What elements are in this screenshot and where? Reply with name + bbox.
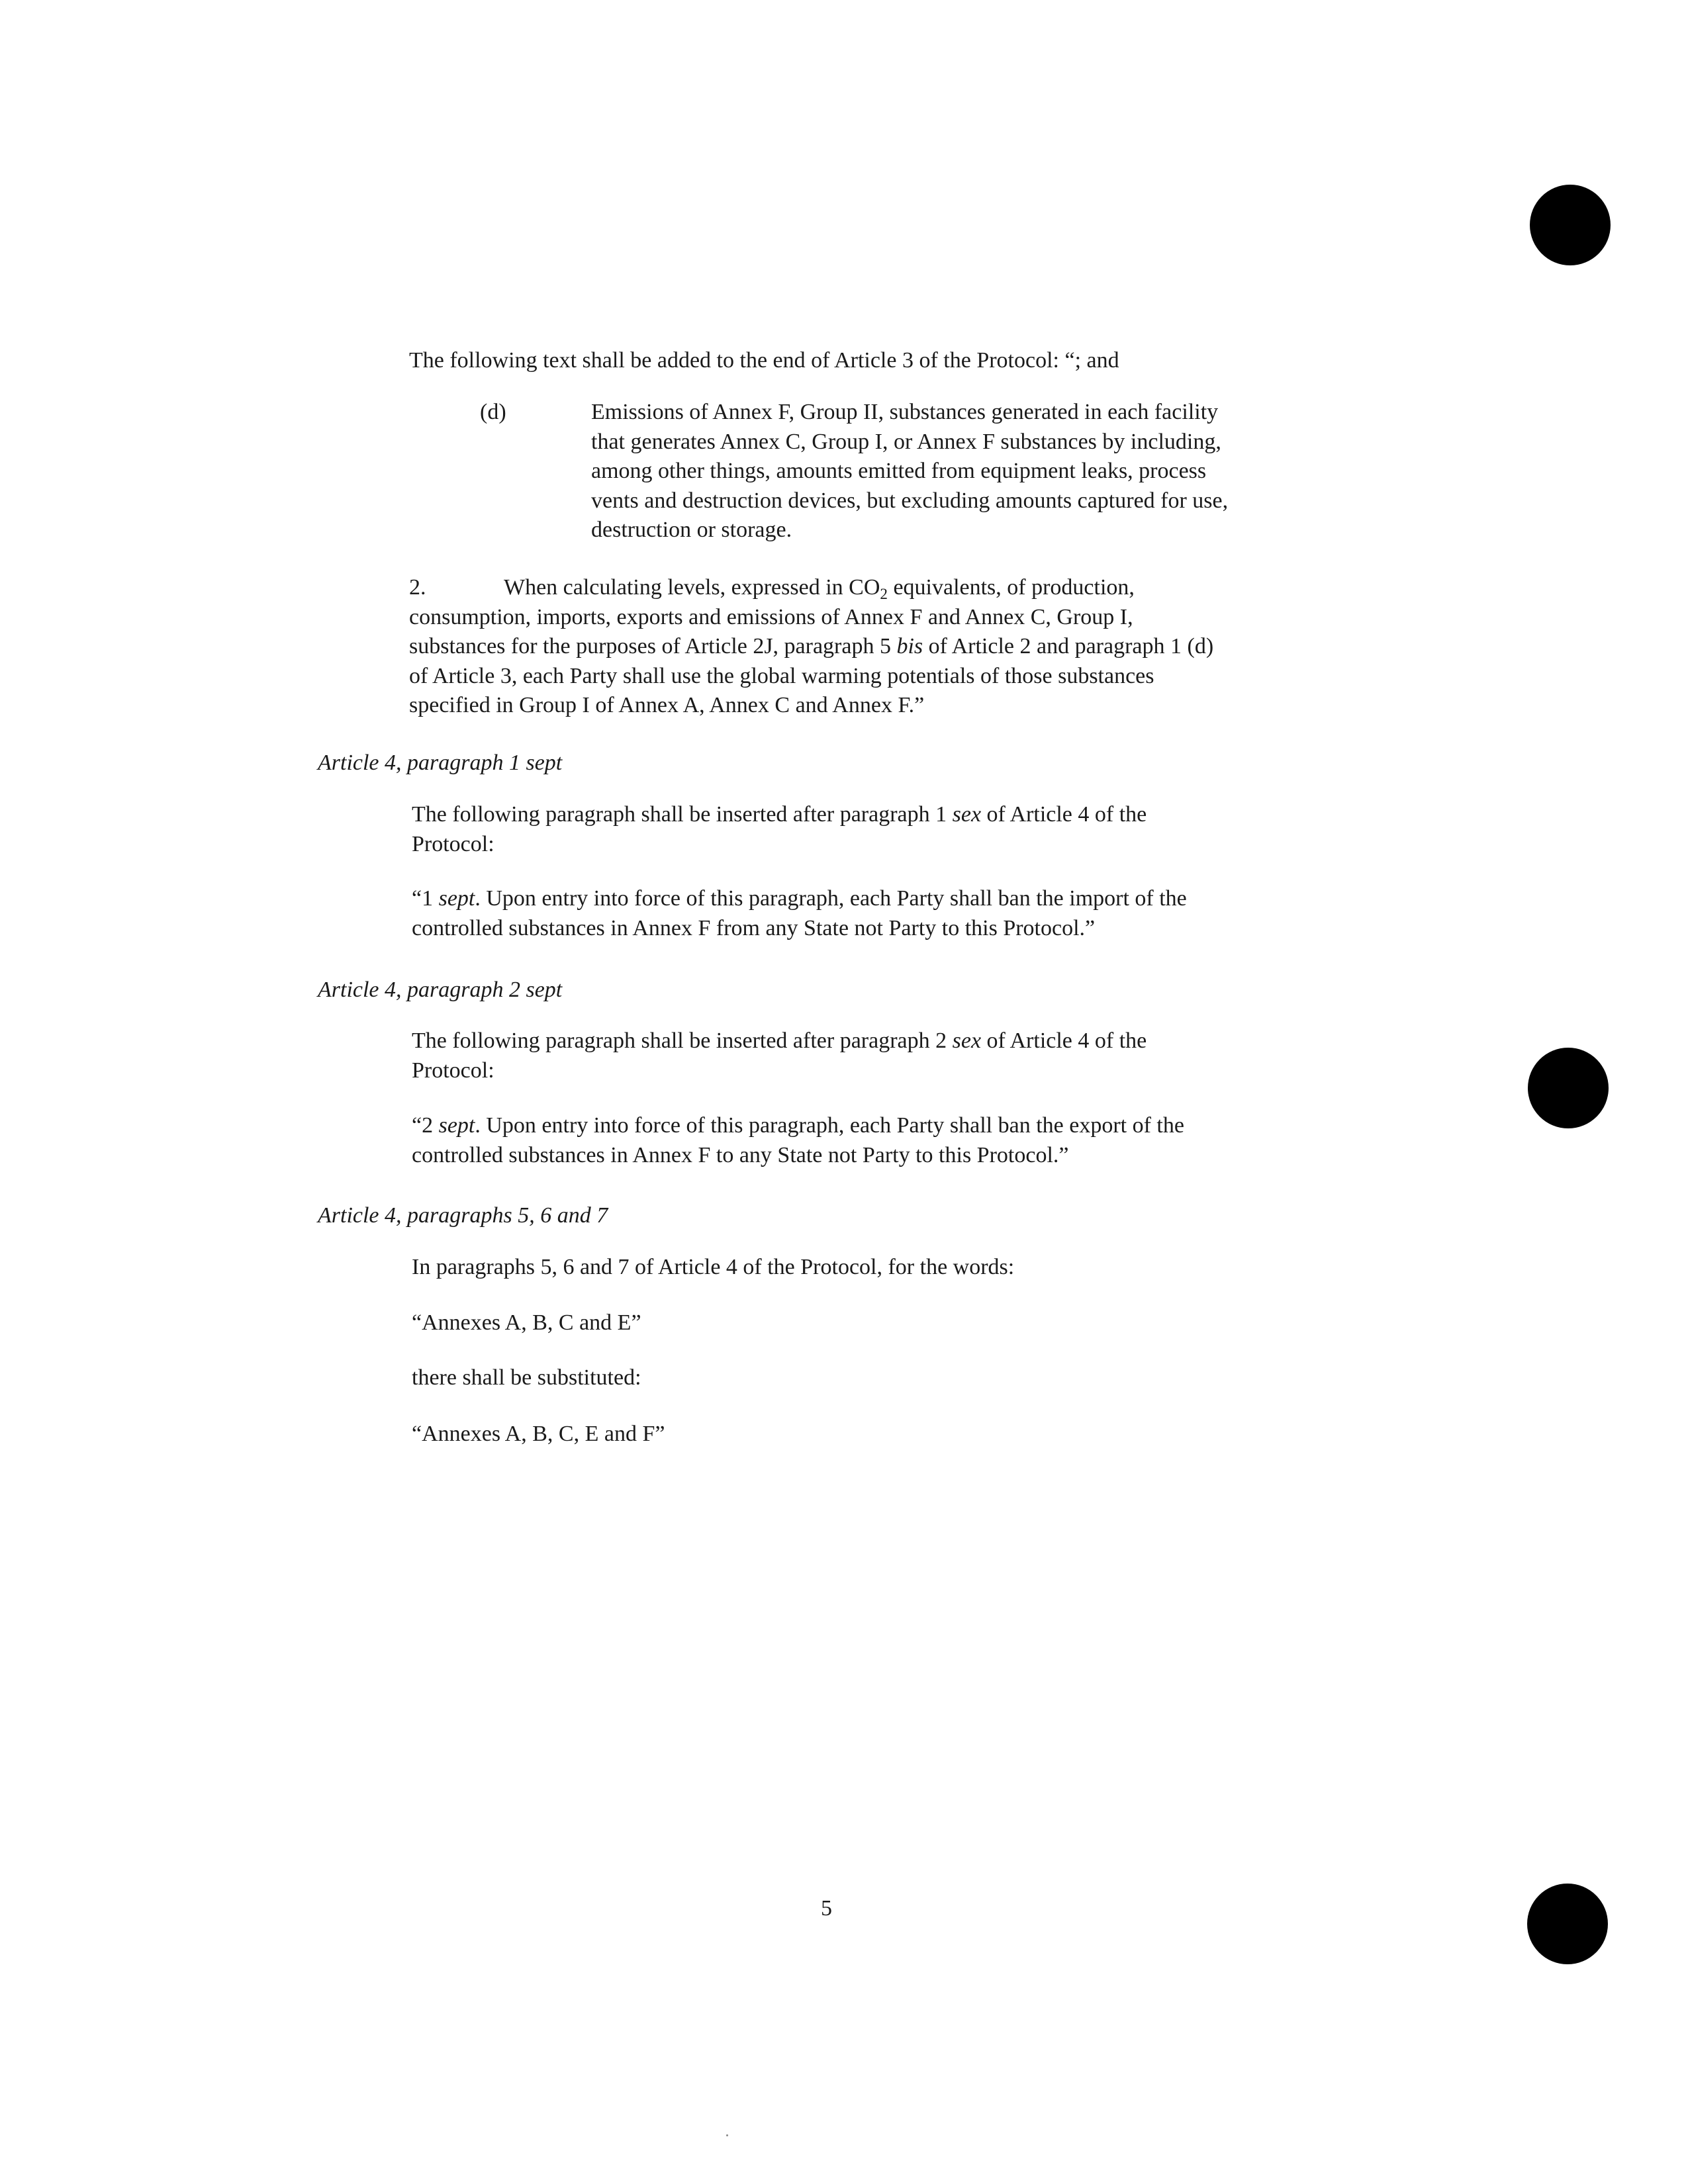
- punch-hole-top: [1530, 185, 1611, 265]
- substituted-label: there shall be substituted:: [412, 1365, 641, 1390]
- heading-article-4-paragraph-2-sept: Article 4, paragraph 2 sept: [318, 978, 563, 1002]
- instruction-text: of Article 4 of the: [981, 802, 1147, 827]
- substitution-instruction: In paragraphs 5, 6 and 7 of Article 4 of the Protocol, for the words:: [412, 1255, 1015, 1279]
- item-d-line: destruction or storage.: [591, 518, 792, 542]
- quote-line: [412, 1111, 1184, 1141]
- insertion-instruction-1: [412, 800, 1147, 859]
- old-words: “Annexes A, B, C and E”: [412, 1310, 641, 1335]
- item-d-line: among other things, amounts emitted from equipment leaks, process: [591, 459, 1207, 483]
- paragraph-2-text: When calculating levels, expressed in CO: [504, 575, 880, 600]
- paragraph-2-line: of Article 3, each Party shall use the global warming potentials of those substances: [409, 663, 1154, 688]
- instruction-text: The following paragraph shall be inserted after paragraph 1: [412, 802, 953, 827]
- item-d-line: that generates Annex C, Group I, or Annex F substances by including,: [591, 429, 1221, 454]
- quoted-paragraph-1-sept: [412, 884, 1187, 943]
- quoted-paragraph-2-sept: [412, 1111, 1184, 1170]
- paragraph-2-text: substances for the purposes of Article 2J, paragraph 5: [409, 634, 897, 659]
- sex-italic: sex: [952, 802, 982, 827]
- quote-text: “1: [412, 886, 439, 911]
- instruction-text: of Article 4 of the: [981, 1028, 1147, 1053]
- quote-text: “2: [412, 1113, 439, 1138]
- paragraph-2-line: specified in Group I of Annex A, Annex C and Annex F.”: [409, 693, 925, 717]
- instruction-text: The following paragraph shall be inserted after paragraph 2: [412, 1028, 953, 1053]
- punch-hole-bottom: [1527, 1884, 1608, 1964]
- paragraph-2-text: equivalents, of production,: [887, 575, 1135, 600]
- sex-italic: sex: [952, 1028, 982, 1053]
- page-number: 5: [821, 1896, 832, 1921]
- bis-italic: bis: [896, 634, 923, 659]
- instruction-line: [412, 800, 1147, 830]
- paragraph-2-number: 2.: [409, 575, 426, 600]
- instruction-line: Protocol:: [412, 1058, 494, 1083]
- item-d-line: Emissions of Annex F, Group II, substances generated in each facility: [591, 400, 1219, 424]
- paragraph-2-text: of Article 2 and paragraph 1 (d): [923, 634, 1214, 659]
- quote-line: [412, 884, 1187, 914]
- item-d-body: [591, 398, 1228, 545]
- scan-speck: [726, 2134, 728, 2136]
- punch-hole-middle: [1528, 1048, 1609, 1128]
- co2-subscript: 2: [880, 585, 888, 603]
- item-d-label: (d): [480, 400, 506, 424]
- quote-line: controlled substances in Annex F to any State not Party to this Protocol.”: [412, 1142, 1069, 1167]
- intro-paragraph: The following text shall be added to the end of Article 3 of the Protocol: “; and: [409, 348, 1119, 373]
- quote-line: controlled substances in Annex F from any State not Party to this Protocol.”: [412, 915, 1096, 940]
- paragraph-2-body: [409, 573, 1213, 721]
- paragraph-2-line: consumption, imports, exports and emissions of Annex F and Annex C, Group I,: [409, 604, 1133, 629]
- quote-text: . Upon entry into force of this paragraph, each Party shall ban the export of the: [475, 1113, 1184, 1138]
- quote-text: . Upon entry into force of this paragraph, each Party shall ban the import of the: [475, 886, 1187, 911]
- heading-article-4-paragraph-1-sept: Article 4, paragraph 1 sept: [318, 751, 563, 775]
- paragraph-2-line: [409, 573, 1213, 603]
- heading-article-4-paragraphs-5-6-7: Article 4, paragraphs 5, 6 and 7: [318, 1203, 608, 1228]
- instruction-line: Protocol:: [412, 831, 494, 856]
- sept-italic: sept: [438, 886, 475, 911]
- sept-italic: sept: [438, 1113, 475, 1138]
- item-d-line: vents and destruction devices, but excluding amounts captured for use,: [591, 488, 1229, 513]
- insertion-instruction-2: [412, 1026, 1147, 1085]
- new-words: “Annexes A, B, C, E and F”: [412, 1422, 665, 1446]
- instruction-line: [412, 1026, 1147, 1056]
- paragraph-2-line: [409, 632, 1213, 662]
